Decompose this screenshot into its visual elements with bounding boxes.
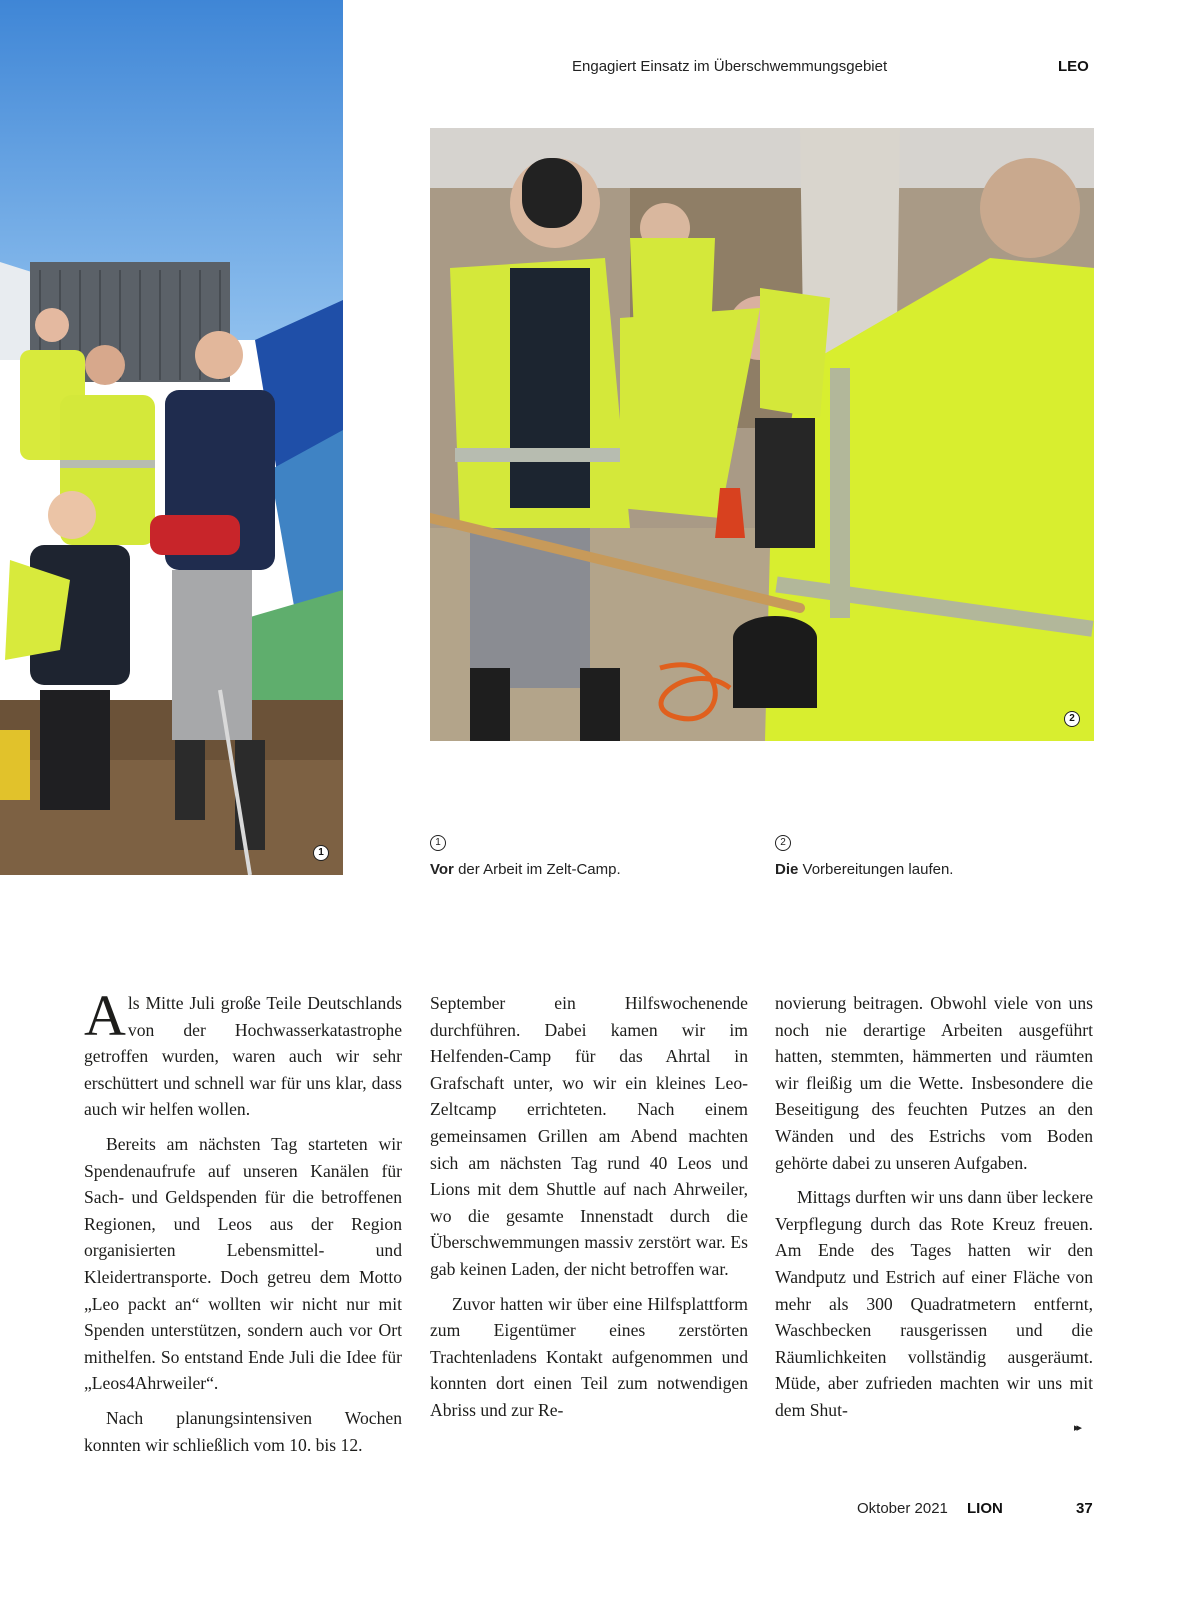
photo-tent-camp bbox=[0, 0, 343, 875]
caption-2-lead: Die bbox=[775, 861, 799, 878]
caption-1-lead: Vor bbox=[430, 861, 454, 878]
article-column-3 bbox=[775, 990, 1093, 1424]
running-header-section: Engagiert Einsatz im Überschwemmungsgebiet bbox=[572, 58, 888, 75]
article-col2-para-2: Zuvor hatten wir über eine Hilfsplattform zum Eigentümer eines zerstörten Trachtenladens Kontakt aufgenommen und konnten dort einen Teil zum notwendigen Abriss und zur Re- bbox=[430, 1293, 748, 1420]
running-header-brand: LEO bbox=[1058, 58, 1089, 75]
article-column-2 bbox=[430, 990, 748, 1424]
article-col1-para-1 bbox=[84, 983, 402, 1123]
footer-issue-date: Oktober 2021 bbox=[857, 1500, 948, 1517]
caption-2 bbox=[775, 861, 953, 878]
photo-renovation-work-badge: 2 bbox=[1064, 711, 1080, 727]
article-col2-para-1: September ein Hilfswochenende durchführen. Dabei kamen wir im Helfenden-Camp für das Ahrtal in Grafschaft unter, wo wir ein kleines Leo-Zeltcamp errichteten. Nach einem gemeinsamen Grillen am Abend machten sich am nächsten Tag rund 40 Leos und Lions mit dem Shuttle auf nach Ahrweiler, wo die gesamte Innenstadt durch die Überschwemmungen massiv zerstört war. Es gab keinen Laden, der nicht betroffen war. bbox=[430, 993, 748, 1279]
article-dropcap: A bbox=[84, 983, 126, 1048]
photo-renovation-work-illustration bbox=[430, 128, 1094, 741]
photo-tent-camp-badge: 1 bbox=[313, 845, 329, 861]
article-col1-para-3: Nach planungsintensiven Wochen konnten wir schließlich vom 10. bis 12. bbox=[84, 1407, 402, 1455]
article-column-1 bbox=[84, 983, 402, 1458]
caption-1 bbox=[430, 861, 621, 878]
continue-arrow-icon: ▸▸ bbox=[1074, 1421, 1080, 1434]
caption-1-number: 1 bbox=[430, 835, 446, 851]
caption-2-number: 2 bbox=[775, 835, 791, 851]
article-col3-para-2: Mittags durften wir uns dann über leckere Verpflegung durch das Rote Kreuz freuen. Am Ende des Tages hatten wir den Wandputz und Estrich auf einer Fläche von mehr als 300 Quadratmetern entfernt, Waschbecken rausgerissen und die Räumlichkeiten vollständig ausgeräumt. Müde, aber zufrieden machten wir uns mit dem Shut- bbox=[775, 1187, 1093, 1420]
photo-tent-camp-illustration bbox=[0, 0, 343, 875]
photo-renovation-work bbox=[430, 128, 1094, 741]
caption-1-text: der Arbeit im Zelt-Camp. bbox=[453, 861, 621, 878]
footer-magazine-name: LION bbox=[967, 1500, 1003, 1517]
article-col1-para-1-text: ls Mitte Juli große Teile Deutschlands von der Hochwasserkatastrophe getroffen wurden, waren auch wir sehr erschüttert und schnell war für uns klar, dass auch wir helfen wollen. bbox=[84, 993, 402, 1120]
article-col1-para-2: Bereits am nächsten Tag starteten wir Spendenaufrufe auf unseren Kanälen für Sach- und Geldspenden für die betroffenen Regionen, und Leos aus der Region organisierten Lebensmittel- und Kleidertransporte. Doch getreu dem Motto „Leo packt an“ wollten wir nicht nur mit Spenden unterstützen, sondern auch vor Ort mithelfen. So entstand Ende Juli die Idee für „Leos4Ahrweiler“. bbox=[84, 1133, 402, 1394]
article-col3-para-1: novierung beitragen. Obwohl viele von uns noch nie derartige Arbeiten ausgeführt hatten, stemmten, hämmerten und räumten wir fleißig um die Wette. Insbesondere die Beseitigung des feuchten Putzes an den Wänden und des Estrichs vom Boden gehörte dabei zu unseren Aufgaben. bbox=[775, 993, 1093, 1173]
footer-page-number: 37 bbox=[1076, 1500, 1093, 1517]
caption-2-text: Vorbereitungen laufen. bbox=[798, 861, 954, 878]
